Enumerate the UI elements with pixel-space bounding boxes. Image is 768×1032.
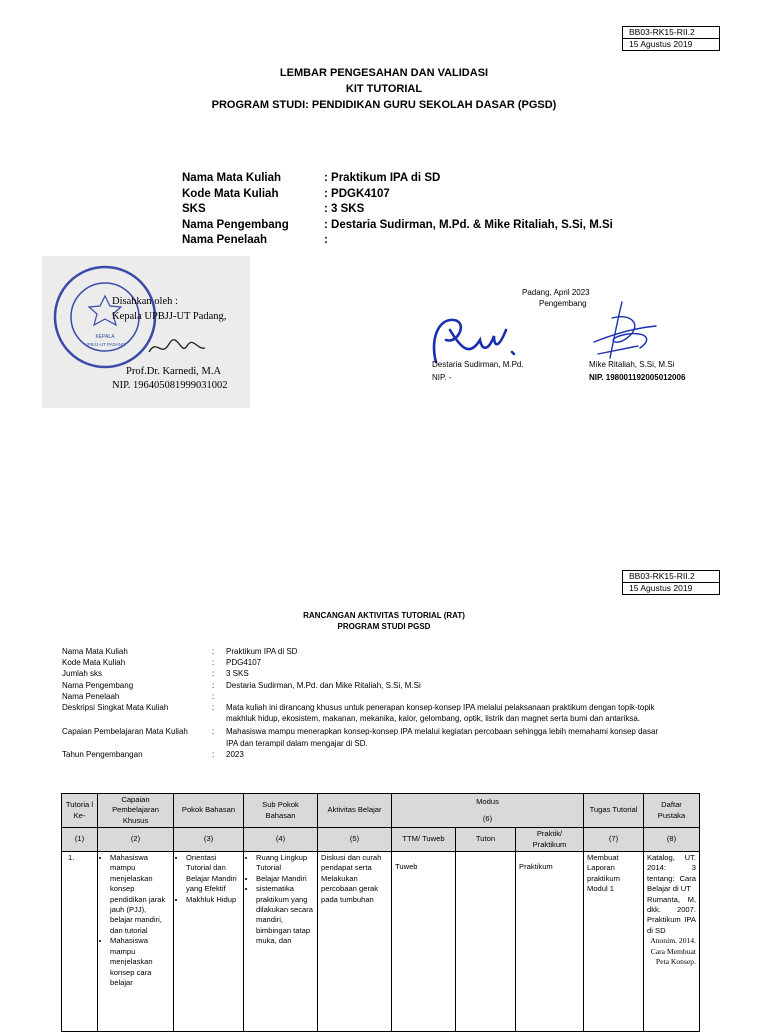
table-row xyxy=(62,852,700,1032)
header-capaian: Capaian Pembelajaran Khusus xyxy=(98,794,174,828)
seal-center-text-2: UPBJJ-UT PADANG xyxy=(84,342,126,347)
rat-info-row: Nama Penelaah : xyxy=(62,691,215,701)
pustaka-entry: Katalog, UT. 2014: 3 tentang: Cara Belajar di UT xyxy=(647,853,696,894)
cell-pokok xyxy=(174,852,244,1032)
title-line-1: LEMBAR PENGESAHAN DAN VALIDASI xyxy=(279,67,489,79)
rat-table xyxy=(61,793,700,1032)
signer-1-name: Destaria Sudirman, M.Pd. xyxy=(432,360,524,369)
place-date: Padang, April 2023 xyxy=(522,288,590,297)
header-aktivitas: Aktivitas Belajar xyxy=(318,794,392,828)
col-number: (7) xyxy=(584,828,644,852)
rat-info-row: Deskripsi Singkat Mata Kuliah : Mata kuliah ini dirancang khusus untuk penerapan konsep-konsep IPA melalui pelaksanaan praktikum dengan topik-topik makhluk hidup, ekosistem, makanan, mekanika, kalor, gelombang, optik, listrik dan magnet serta bumi dan antariksa. xyxy=(62,703,655,724)
header-praktik: Praktik/ Praktikum xyxy=(516,828,584,852)
rat-info-row: Kode Mata Kuliah : PDG4107 xyxy=(62,658,262,668)
list-item: • Mahasiswa mampu menjelaskan konsep pendidikan jarak jauh (PJJ), belajar mandiri, dan tutorial xyxy=(110,853,170,936)
signer-2-name: Mike Ritaliah, S.Si, M.Si xyxy=(589,360,675,369)
info-row: SKS : 3 SKS xyxy=(182,203,365,215)
title-line-2: KIT TUTORIAL xyxy=(345,83,423,95)
cell-praktik: Praktikum xyxy=(516,852,584,1032)
approver-name: Prof.Dr. Karnedi, M.A xyxy=(126,366,222,377)
info-row: Kode Mata Kuliah : PDGK4107 xyxy=(182,187,390,200)
col-number: (1) xyxy=(62,828,98,852)
title-line-3: PROGRAM STUDI: PENDIDIKAN GURU SEKOLAH DASAR (PGSD) xyxy=(211,99,557,111)
cell-no: 1. xyxy=(62,852,98,1032)
list-item: • Ruang Lingkup Tutorial xyxy=(256,853,314,874)
rat-title-line-1: RANCANGAN AKTIVITAS TUTORIAL (RAT) xyxy=(303,611,465,620)
signer-1-nip: NIP. - xyxy=(432,373,452,382)
header-subpokok: Sub Pokok Bahasan xyxy=(244,794,318,828)
rat-title-line-2: PROGRAM STUDI PGSD xyxy=(337,622,431,631)
info-row: Nama Penelaah : xyxy=(182,234,328,246)
document-code-box xyxy=(622,570,720,595)
rat-info-row: Tahun Pengembangan : 2023 xyxy=(62,749,244,759)
document-code: BB03-RK15-RII.2 xyxy=(629,27,695,37)
cell-tuton xyxy=(456,852,516,1032)
cell-aktivitas: Diskusi dan curah pendapat serta Melakukan percobaan gerak pada tumbuhan xyxy=(318,852,392,1032)
header-pustaka: Daftar Pustaka xyxy=(644,794,700,828)
cell-capaian xyxy=(98,852,174,1032)
rat-title xyxy=(0,610,768,632)
approval-stamp xyxy=(42,256,250,408)
list-item: • Makhluk Hidup xyxy=(186,895,240,905)
signature-icon xyxy=(584,298,664,368)
header-modus: Modus xyxy=(392,794,584,811)
cell-pustaka xyxy=(644,852,700,1032)
approved-by-label: Disahkan oleh : xyxy=(112,296,178,307)
cell-tugas: Membuat Laporan praktikum Modul 1 xyxy=(584,852,644,1032)
cell-ttm: Tuweb xyxy=(392,852,456,1032)
col-number: (3) xyxy=(174,828,244,852)
approver-nip: NIP. 196405081999031002 xyxy=(112,380,228,391)
info-row: Nama Mata Kuliah : Praktikum IPA di SD xyxy=(182,172,441,184)
developer-label: Pengembang xyxy=(539,299,587,308)
list-item: • Mahasiswa mampu menjelaskan konsep cara belajar xyxy=(110,936,170,988)
info-row: Nama Pengembang : Destaria Sudirman, M.Pd. & Mike Ritaliah, S.Si, M.Si xyxy=(182,218,613,231)
signer-2-nip: NIP. 198001192005012006 xyxy=(589,373,686,382)
approver-position: Kepala UPBJJ-UT Padang, xyxy=(112,311,227,322)
document-date: 15 Agustus 2019 xyxy=(623,582,719,594)
rat-info-row: Capaian Pembelajaran Mata Kuliah : Mahasiswa mampu menerapkan konsep-konsep IPA melalui kegiatan percobaan sehingga lebih memahami konsep dasar IPA dan terampil dalam mengajar di SD. xyxy=(62,727,659,748)
document-date: 15 Agustus 2019 xyxy=(623,38,719,50)
header-modus-number: (6) xyxy=(392,811,584,828)
pustaka-entry: Anonim. 2014. Cara Membuat Peta Konsep. xyxy=(650,936,696,967)
signature-icon xyxy=(147,334,207,362)
header-tutorial: Tutoria l Ke- xyxy=(62,794,98,828)
table-header-row xyxy=(62,794,700,811)
pustaka-entry: Rumanta, M, dkk. 2007. Praktikum IPA di SD xyxy=(647,894,696,935)
col-number: (5) xyxy=(318,828,392,852)
header-ttm: TTM/ Tuweb xyxy=(392,828,456,852)
rat-course-info xyxy=(62,646,666,760)
cell-subpokok xyxy=(244,852,318,1032)
document-code: BB03-RK15-RII.2 xyxy=(629,571,695,581)
header-pokok: Pokok Bahasan xyxy=(174,794,244,828)
rat-info-row: Nama Pengembang : Destaria Sudirman, M.Pd. dan Mike Ritaliah, S.Si, M.Si xyxy=(62,680,421,690)
list-item: • Orientasi Tutorial dan Belajar Mandiri yang Efektif xyxy=(186,853,240,895)
rat-info-row: Jumlah sks : 3 SKS xyxy=(62,669,249,679)
col-number: (2) xyxy=(98,828,174,852)
col-number: (4) xyxy=(244,828,318,852)
course-info xyxy=(182,171,613,249)
header-tuton: Tuton xyxy=(456,828,516,852)
document-code-box xyxy=(622,26,720,51)
list-item: • Belajar Mandiri xyxy=(256,874,314,884)
seal-center-text-1: KEPALA xyxy=(95,334,115,340)
header-tugas: Tugas Tutorial xyxy=(584,794,644,828)
page-title xyxy=(0,65,768,113)
rat-info-row: Nama Mata Kuliah : Praktikum IPA di SD xyxy=(62,647,298,656)
col-number: (8) xyxy=(644,828,700,852)
list-item: • sistematika praktikum yang dilakukan secara mandiri, bimbingan tatap muka, dan xyxy=(256,884,314,946)
table-number-row xyxy=(62,828,700,852)
